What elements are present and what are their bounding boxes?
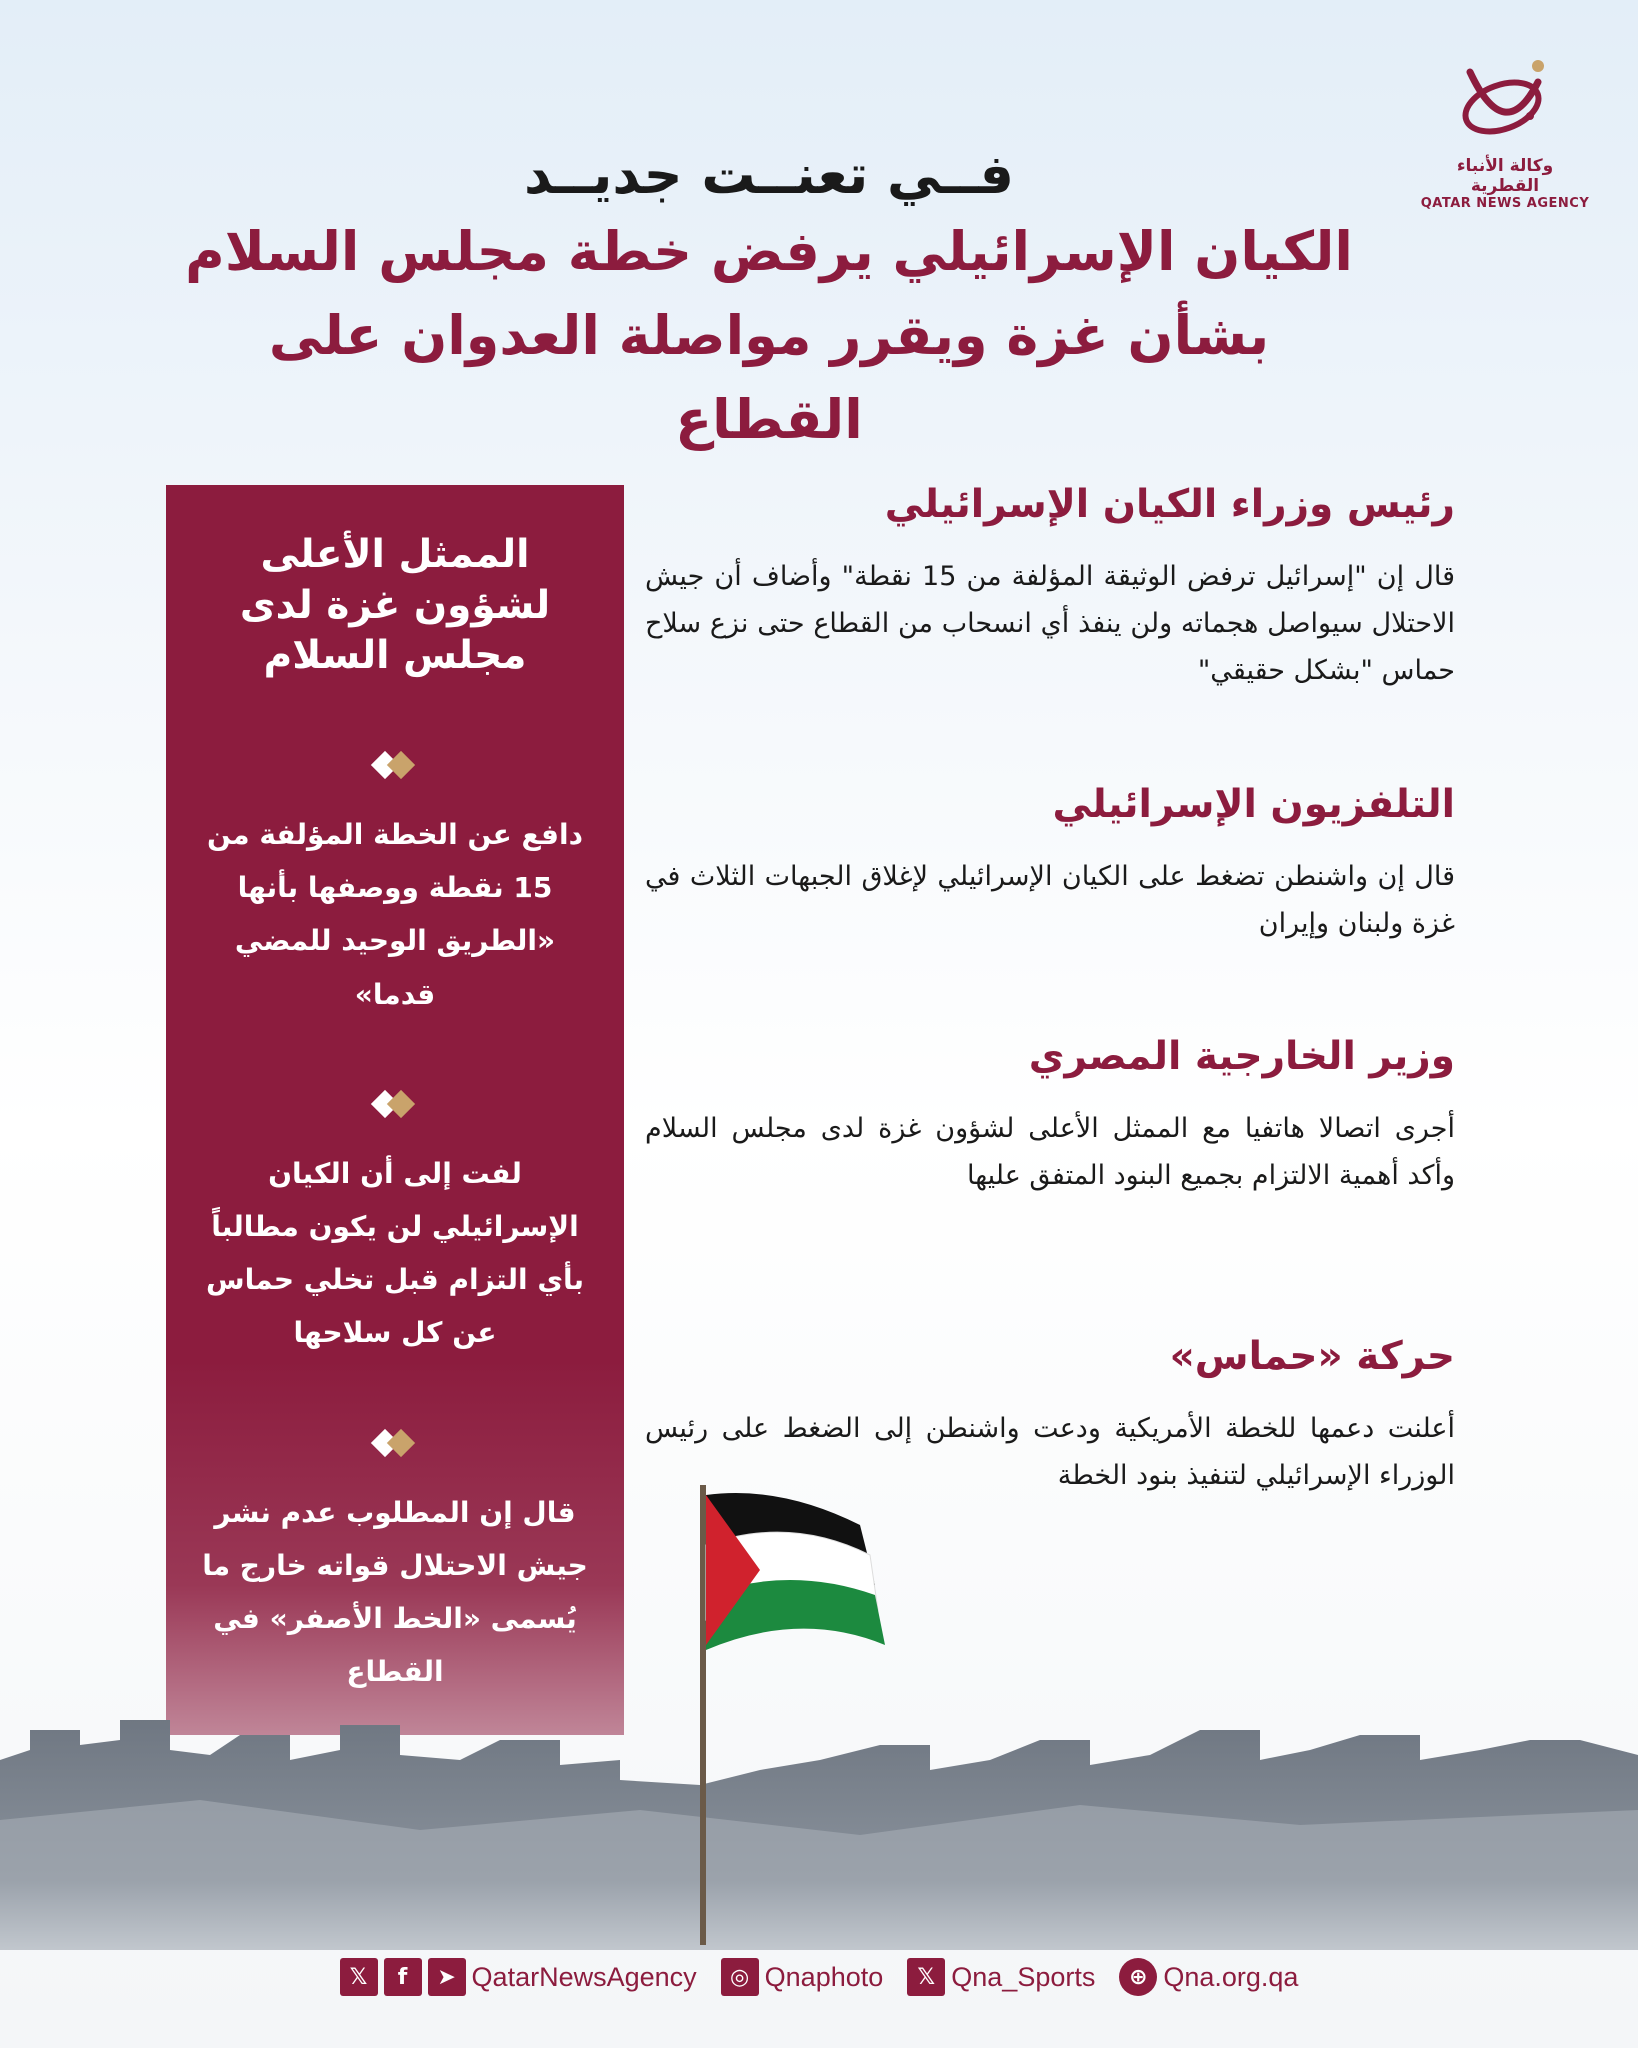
website-link[interactable]: Qna.org.qa: [1163, 1961, 1299, 1992]
statement-heading: التلفزيون الإسرائيلي: [1052, 782, 1455, 827]
palestinian-flag-illustration: [660, 1485, 900, 1945]
x-icon[interactable]: 𝕏: [340, 1958, 378, 1996]
statement-heading: حركة «حماس»: [1169, 1334, 1455, 1379]
representative-panel: [166, 485, 624, 1735]
statement-text: أجرى اتصالا هاتفيا مع الممثل الأعلى لشؤون غزة لدى مجلس السلام وأكد أهمية الالتزام بجميع البنود المتفق عليها: [645, 1112, 1455, 1191]
instagram-link[interactable]: Qnaphoto: [764, 1961, 884, 1992]
telegram-icon[interactable]: ➤: [428, 1958, 466, 1996]
statements-list: [645, 480, 1455, 1532]
footer-group-main: [340, 1958, 697, 1996]
qna-logo: [1420, 52, 1590, 211]
statement-heading: رئيس وزراء الكيان الإسرائيلي: [884, 482, 1455, 527]
footer-group-sports: [907, 1958, 1095, 1996]
x-sports-link[interactable]: Qna_Sports: [951, 1961, 1096, 1992]
statement-text: قال إن واشنطن تضغط على الكيان الإسرائيلي لإغلاق الجبهات الثلاث في غزة ولبنان وإيران: [645, 860, 1455, 939]
globe-icon[interactable]: ⊕: [1119, 1958, 1157, 1996]
statement-text: قال إن "إسرائيل ترفض الوثيقة المؤلفة من 15 نقطة" وأضاف أن جيش الاحتلال سيواصل هجماته ولن ينفذ أي انسحاب من القطاع حتى نزع سلاح حماس "بشكل حقيقي": [645, 560, 1455, 687]
headline: [180, 140, 1358, 461]
headline-title-line1: الكيان الإسرائيلي يرفض خطة مجلس السلام: [185, 220, 1353, 284]
panel-point: دافع عن الخطة المؤلفة من 15 نقطة ووصفها بأنها «الطريق الوحيد للمضي قدما»: [207, 818, 583, 1011]
panel-title: الممثل الأعلى لشؤون غزة لدى مجلس السلام: [239, 532, 551, 679]
panel-point: لفت إلى أن الكيان الإسرائيلي لن يكون مطالباً بأي التزام قبل تخلي حماس عن كل سلاحها: [205, 1156, 585, 1350]
social-handle-link[interactable]: QatarNewsAgency: [471, 1961, 697, 1992]
qna-logo-icon: [1450, 52, 1560, 152]
panel-point: قال إن المطلوب عدم نشر جيش الاحتلال قواته خارج ما يُسمى «الخط الأصفر» في القطاع: [202, 1495, 588, 1689]
brand-name-en: QATAR NEWS AGENCY: [1420, 196, 1590, 211]
facebook-icon[interactable]: f: [384, 1958, 422, 1996]
statement-heading: وزير الخارجية المصري: [1028, 1034, 1455, 1079]
diamond-separator-icon: [369, 1430, 421, 1458]
statement-text: أعلنت دعمها للخطة الأمريكية ودعت واشنطن إلى الضغط على رئيس الوزراء الإسرائيلي لتنفيذ بنود الخطة: [645, 1412, 1455, 1491]
footer-group-instagram: [721, 1958, 884, 1996]
footer-social: [0, 1958, 1638, 1996]
diamond-separator-icon: [369, 1091, 421, 1119]
instagram-icon[interactable]: ◎: [721, 1958, 759, 1996]
headline-title-line2: بشأن غزة ويقرر مواصلة العدوان على القطاع: [268, 303, 1270, 451]
statement-item: [645, 480, 1455, 780]
diamond-separator-icon: [369, 752, 421, 780]
x-icon[interactable]: 𝕏: [907, 1958, 945, 1996]
brand-name-ar: وكالة الأنباء القطرية: [1456, 156, 1554, 196]
headline-kicker: فــي تعنــت جديــد: [524, 143, 1014, 206]
footer-group-website: [1119, 1958, 1298, 1996]
statement-item: [645, 1032, 1455, 1332]
statement-item: [645, 780, 1455, 1032]
